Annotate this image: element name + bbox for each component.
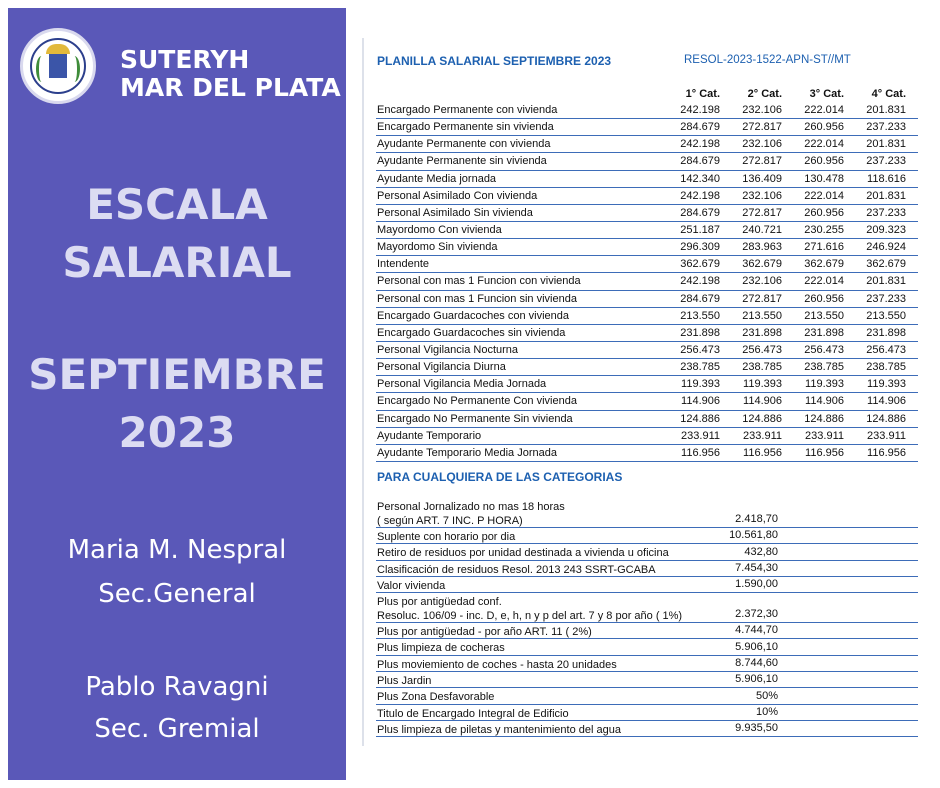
extras-row (376, 705, 918, 721)
extras-value: 5.906,10 (735, 673, 778, 686)
extras-row (376, 639, 918, 655)
cell-cat3: 230.255 (804, 223, 844, 236)
row-label: Encargado Permanente sin vivienda (377, 121, 554, 134)
salary-sheet (362, 38, 926, 746)
cell-cat4: 246.924 (866, 241, 906, 254)
union-logo (20, 28, 96, 104)
extras-label (377, 658, 617, 672)
extras-value: 50% (755, 689, 778, 702)
extras-row (376, 577, 918, 593)
cell-cat3: 260.956 (804, 121, 844, 134)
table-row (376, 376, 918, 393)
cell-cat1: 242.198 (680, 138, 720, 151)
cell-cat2: 272.817 (742, 206, 782, 219)
extras-label (377, 530, 515, 544)
cell-cat1: 284.679 (680, 292, 720, 305)
cell-cat2: 232.106 (742, 275, 782, 288)
table-row (376, 119, 918, 136)
extras-label (377, 723, 621, 737)
cell-cat2: 232.106 (742, 104, 782, 116)
cell-cat1: 242.198 (680, 104, 720, 116)
heading-line1: ESCALA (86, 180, 268, 229)
extras-row (376, 544, 918, 560)
cell-cat2: 238.785 (742, 361, 782, 374)
row-label: Ayudante Permanente sin vivienda (377, 155, 547, 168)
cell-cat4: 362.679 (866, 258, 906, 271)
table-row (376, 359, 918, 376)
extras-value: 10.561,80 (729, 529, 778, 542)
extras-row (376, 672, 918, 688)
extras-label (377, 579, 445, 593)
cell-cat3: 222.014 (804, 104, 844, 116)
extras-label-line1: Personal Jornalizado no mas 18 horas (377, 501, 565, 513)
cell-cat4: 237.233 (866, 155, 906, 168)
cell-cat3: 260.956 (804, 292, 844, 305)
column-header-cat1: 1° Cat. (685, 88, 720, 100)
cell-cat1: 251.187 (680, 223, 720, 236)
cell-cat4: 201.831 (866, 275, 906, 288)
cell-cat3: 119.393 (805, 378, 844, 391)
cell-cat1: 119.393 (681, 378, 720, 391)
cell-cat3: 271.616 (804, 241, 844, 254)
extras-label-line2: Resoluc. 106/09 - inc. D, e, h, n y p del art. 7 y 8 por año ( 1%) (377, 610, 683, 623)
cell-cat4: 118.616 (867, 172, 906, 185)
table-row (376, 239, 918, 256)
person1-name: Maria M. Nespral (67, 535, 287, 565)
cell-cat2: 272.817 (742, 292, 782, 305)
cell-cat2: 272.817 (742, 121, 782, 134)
cell-cat4: 209.323 (866, 223, 906, 236)
table-row (376, 153, 918, 170)
cell-cat1: 124.886 (680, 412, 720, 425)
extras-label (377, 707, 569, 721)
cell-cat3: 222.014 (804, 138, 844, 151)
extras-label-line1: Retiro de residuos por unidad destinada a vivienda u oficina (377, 547, 669, 560)
cell-cat3: 256.473 (804, 343, 844, 356)
cell-cat4: 237.233 (866, 121, 906, 134)
cell-cat2: 240.721 (742, 223, 782, 236)
cell-cat2: 233.911 (743, 429, 782, 442)
column-header-cat2: 2° Cat. (747, 88, 782, 100)
column-header-cat4: 4° Cat. (871, 88, 906, 100)
logo-sun-icon (46, 44, 70, 54)
row-label: Ayudante Temporario Media Jornada (377, 446, 557, 459)
cell-cat1: 242.198 (680, 189, 720, 202)
cell-cat4: 256.473 (866, 343, 906, 356)
extras-label-line1: Valor vivienda (377, 579, 446, 592)
cell-cat4: 237.233 (866, 292, 906, 305)
extras-value: 432,80 (744, 545, 778, 558)
logo-laurel-right-icon (69, 56, 80, 82)
cell-cat3: 362.679 (804, 258, 844, 271)
cell-cat2: 231.898 (742, 326, 782, 339)
cell-cat2: 213.550 (742, 309, 782, 322)
row-label: Personal con mas 1 Funcion con vivienda (377, 275, 581, 288)
extras-label (377, 563, 656, 577)
row-label: Personal Vigilancia Nocturna (377, 343, 519, 356)
table-row (376, 445, 918, 462)
cell-cat4: 233.911 (867, 429, 906, 442)
table-row (376, 273, 918, 290)
cell-cat4: 114.906 (867, 395, 906, 408)
cell-cat2: 283.963 (742, 241, 782, 254)
org-name-line1: SUTERYH (120, 45, 250, 74)
cell-cat1: 213.550 (680, 309, 720, 322)
extras-row (376, 721, 918, 737)
row-label: Encargado Guardacoches sin vivienda (377, 326, 566, 339)
sheet-title: PLANILLA SALARIAL SEPTIEMBRE 2023 (377, 54, 612, 68)
cell-cat3: 233.911 (805, 429, 844, 442)
person2-role: Sec. Gremial (94, 714, 260, 744)
table-row (376, 171, 918, 188)
extras-label (377, 641, 505, 655)
extras-label-line1: Plus limpieza de cocheras (377, 642, 505, 655)
cell-cat2: 124.886 (742, 412, 782, 425)
cell-cat1: 256.473 (680, 343, 720, 356)
row-label: Mayordomo Con vivienda (377, 223, 502, 236)
cell-cat1: 242.198 (680, 275, 720, 288)
cell-cat4: 238.785 (866, 361, 906, 374)
extras-value: 1.590,00 (735, 578, 778, 591)
row-label: Personal Asimilado Sin vivienda (377, 206, 533, 219)
cell-cat1: 231.898 (680, 326, 720, 339)
table-row (376, 308, 918, 325)
cell-cat3: 260.956 (804, 206, 844, 219)
cell-cat4: 119.393 (867, 378, 906, 391)
left-panel (8, 8, 346, 780)
heading-line2: SALARIAL (62, 238, 292, 287)
table-row (376, 256, 918, 273)
cell-cat1: 284.679 (680, 206, 720, 219)
extras-row (376, 656, 918, 672)
cell-cat1: 296.309 (680, 241, 720, 254)
extras-label-line1: Plus limpieza de piletas y mantenimiento del agua (377, 723, 621, 736)
cell-cat2: 119.393 (743, 378, 782, 391)
row-label: Encargado No Permanente Con vivienda (377, 395, 577, 408)
extras-label-line1: Plus por antigüedad - por año ART. 11 ( 2%) (377, 626, 592, 639)
row-label: Encargado No Permanente Sin vivienda (377, 412, 573, 425)
cell-cat2: 232.106 (742, 138, 782, 151)
row-label: Encargado Guardacoches con vivienda (377, 309, 570, 322)
row-label: Ayudante Media jornada (377, 172, 497, 185)
row-label: Ayudante Temporario (377, 429, 482, 442)
cell-cat1: 116.956 (681, 446, 720, 459)
extras-row (376, 593, 918, 623)
cell-cat4: 124.886 (866, 412, 906, 425)
extras-label-line1: Titulo de Encargado Integral de Edificio (377, 707, 569, 720)
extras-label (377, 625, 592, 639)
cell-cat3: 114.906 (805, 395, 844, 408)
person2-name: Pablo Ravagni (85, 672, 269, 702)
resolution-reference: RESOL-2023-1522-APN-ST//MT (684, 54, 851, 66)
cell-cat1: 284.679 (680, 121, 720, 134)
extras-value: 9.935,50 (735, 722, 778, 735)
extras-value: 10% (755, 705, 778, 718)
extras-label-line1: Plus moviemiento de coches - hasta 20 unidades (377, 658, 617, 671)
cell-cat3: 124.886 (804, 412, 844, 425)
extras-value: 7.454,30 (735, 561, 778, 574)
logo-laurel-left-icon (36, 56, 47, 82)
cell-cat1: 238.785 (680, 361, 720, 374)
row-label: Intendente (377, 258, 429, 271)
extras-label-line1: Plus por antigüedad conf. (377, 596, 502, 609)
cell-cat1: 362.679 (680, 258, 720, 271)
cell-cat4: 201.831 (866, 104, 906, 116)
cell-cat4: 231.898 (866, 326, 906, 339)
extras-value: 4.744,70 (735, 624, 778, 637)
extras-value: 2.372,30 (735, 608, 778, 621)
section2-title: PARA CUALQUIERA DE LAS CATEGORIAS (377, 470, 623, 484)
extras-label (377, 690, 494, 704)
cell-cat4: 116.956 (867, 446, 906, 459)
table-row (376, 102, 918, 119)
table-row (376, 342, 918, 359)
extras-label-line1: Clasificación de residuos Resol. 2013 243 SSRT-GCABA (377, 563, 656, 576)
cell-cat2: 116.956 (743, 446, 782, 459)
table-row (376, 222, 918, 239)
extras-row (376, 623, 918, 639)
cell-cat2: 272.817 (742, 155, 782, 168)
cell-cat2: 256.473 (742, 343, 782, 356)
cell-cat2: 114.906 (743, 395, 782, 408)
extras-label (377, 500, 565, 528)
cell-cat1: 114.906 (681, 395, 720, 408)
table-row (376, 136, 918, 153)
cell-cat3: 116.956 (805, 446, 844, 459)
heading-year: 2023 (118, 408, 236, 457)
row-label: Personal Asimilado Con vivienda (377, 189, 538, 202)
org-name (120, 46, 341, 102)
row-label: Personal Vigilancia Diurna (377, 361, 506, 374)
org-name-line2: MAR DEL PLATA (120, 73, 341, 102)
extras-table (376, 498, 918, 737)
cell-cat1: 284.679 (680, 155, 720, 168)
cell-cat1: 142.340 (680, 172, 720, 185)
row-label: Personal Vigilancia Media Jornada (377, 378, 547, 391)
logo-seal-ring (30, 38, 86, 94)
cell-cat3: 222.014 (804, 189, 844, 202)
logo-building-icon (49, 54, 67, 78)
heading-month: SEPTIEMBRE (28, 350, 326, 399)
extras-value: 5.906,10 (735, 640, 778, 653)
column-header-cat3: 3° Cat. (809, 88, 844, 100)
table-row (376, 291, 918, 308)
extras-label-line2: ( según ART. 7 INC. P HORA) (377, 515, 523, 527)
extras-value: 2.418,70 (735, 513, 778, 525)
table-row (376, 411, 918, 428)
row-label: Mayordomo Sin vivienda (377, 241, 498, 254)
cell-cat1: 233.911 (681, 429, 720, 442)
cell-cat2: 232.106 (742, 189, 782, 202)
cell-cat3: 260.956 (804, 155, 844, 168)
cell-cat2: 362.679 (742, 258, 782, 271)
extras-row (376, 561, 918, 577)
table-row (376, 188, 918, 205)
cell-cat3: 231.898 (804, 326, 844, 339)
table-row (376, 393, 918, 410)
extras-label-line1: Suplente con horario por dia (377, 531, 516, 543)
table-row (376, 325, 918, 342)
extras-label-line1: Plus Zona Desfavorable (377, 691, 495, 704)
row-label: Encargado Permanente con vivienda (377, 104, 558, 116)
extras-label (377, 674, 431, 688)
table-row (376, 205, 918, 222)
cell-cat3: 222.014 (804, 275, 844, 288)
cell-cat3: 213.550 (804, 309, 844, 322)
extras-row (376, 528, 918, 544)
cell-cat4: 201.831 (866, 189, 906, 202)
cell-cat4: 213.550 (866, 309, 906, 322)
extras-label (377, 546, 669, 560)
extras-label (377, 595, 682, 623)
table-row (376, 428, 918, 445)
person1-role: Sec.General (98, 579, 256, 609)
row-label: Personal con mas 1 Funcion sin vivienda (377, 292, 577, 305)
extras-row (376, 498, 918, 528)
extras-row (376, 688, 918, 704)
extras-value: 8.744,60 (735, 657, 778, 670)
cell-cat3: 238.785 (804, 361, 844, 374)
cell-cat4: 201.831 (866, 138, 906, 151)
extras-label-line1: Plus Jardin (377, 675, 432, 688)
salary-table (376, 102, 918, 462)
cell-cat3: 130.478 (804, 172, 844, 185)
cell-cat4: 237.233 (866, 206, 906, 219)
cell-cat2: 136.409 (742, 172, 782, 185)
row-label: Ayudante Permanente con vivienda (377, 138, 551, 151)
